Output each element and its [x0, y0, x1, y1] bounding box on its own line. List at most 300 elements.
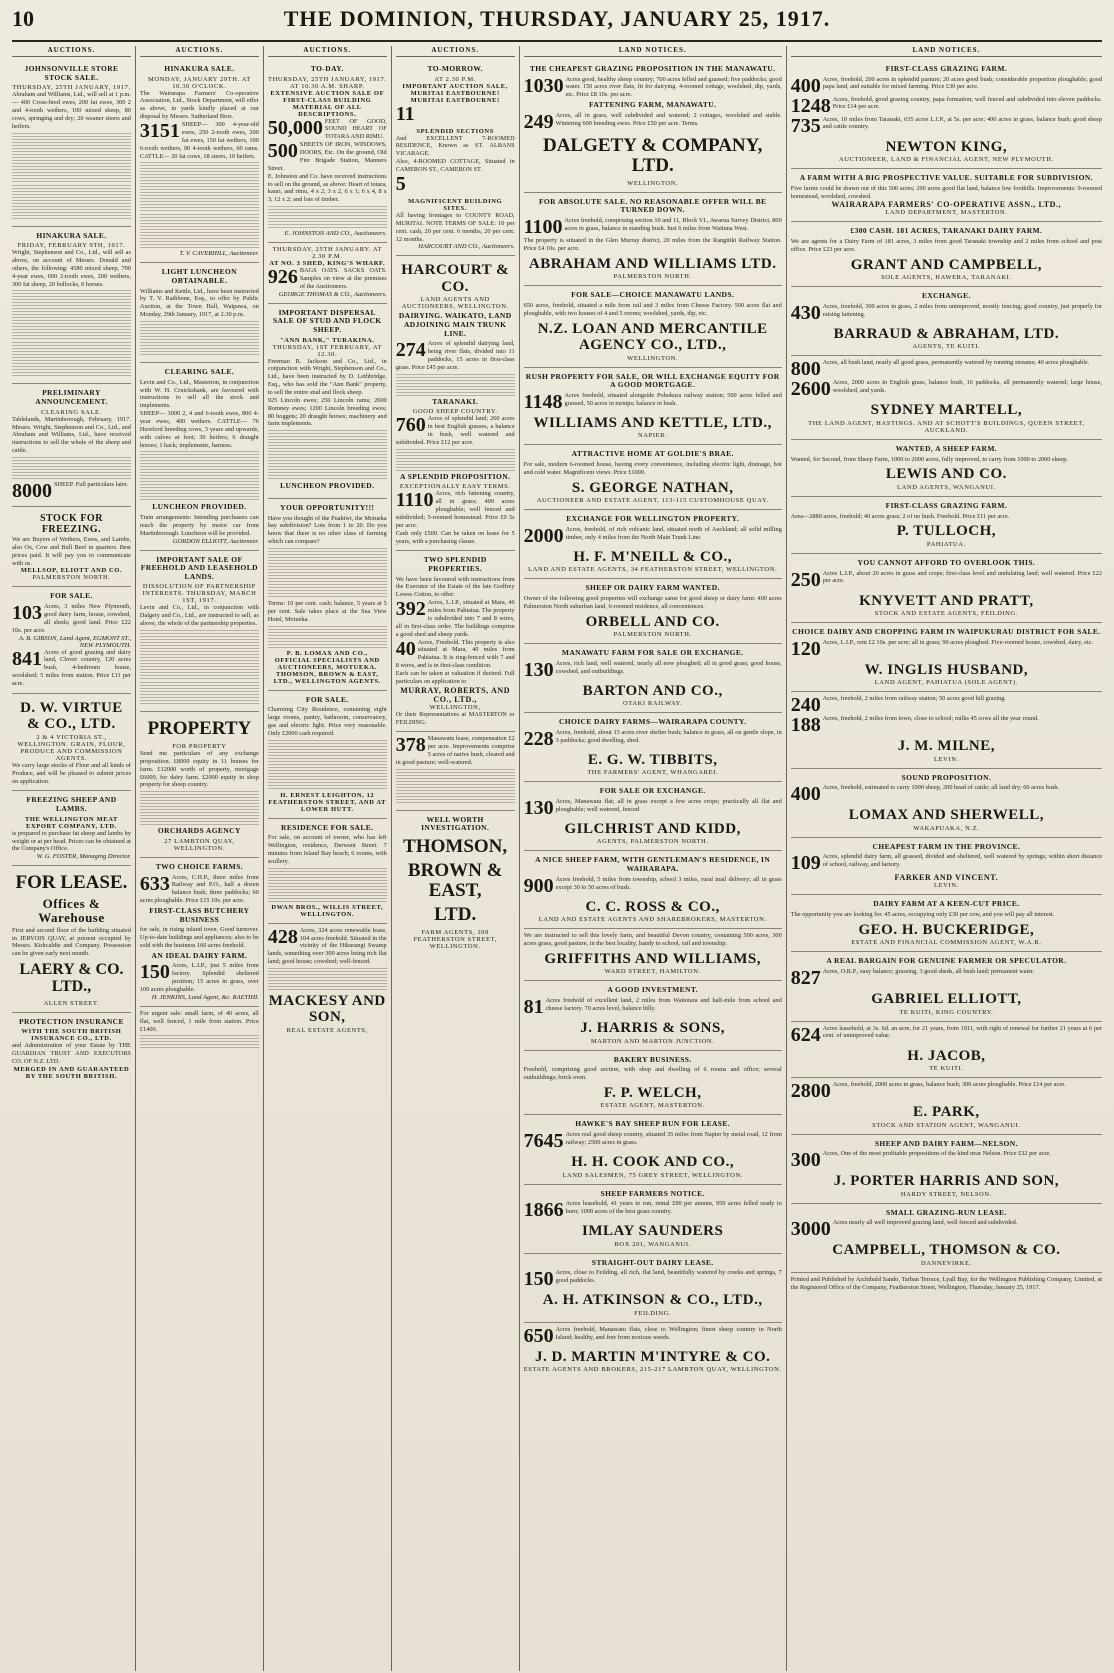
ad-body: Acres, close to Feilding, all rich, flat land, beautifully watered by creeks and springs, 7 good paddocks.: [555, 1269, 782, 1285]
ad-grazing-farm: [791, 497, 1102, 554]
ad-body: Owner of the following good properties will exchange same for good sheep or dairy farm: 400 acres Palmerston North suburban land, 6-roomed residence, all conveniences.: [523, 594, 782, 610]
ad-body: Acres, One of the most profitable propositions of the kind near Nelson. Price £32 per acre.: [822, 1150, 1051, 1158]
column-6: [787, 46, 1106, 1671]
ad-firm-headline: E. PARK,: [913, 1104, 980, 1121]
ad-firm-headline: ORBELL AND CO.: [585, 613, 720, 630]
ad-title: A FARM WITH A BIG PROSPECTIVE VALUE. SUITABLE FOR SUBDIVISION.: [799, 173, 1093, 183]
ad-residence-for-sale: [268, 819, 387, 924]
ad-title: SHEEP AND DAIRY FARM—NELSON.: [874, 1138, 1018, 1148]
ad-body: Abraham and Williams, Ltd., will sell at 1 p.m.— 400 Cross-bred ewes, 200 fat ewes, 300 2 and 4-tooth wethers, 100 mixed sheep, 80 cows, springing and dry; 20 weaner steers and heifers.: [12, 91, 131, 130]
ad-town: PALMERSTON NORTH.: [32, 574, 111, 582]
ad-firm-headline: ABRAHAM AND WILLIAMS LTD.: [528, 255, 777, 272]
ad-title: TWO SPLENDID PROPERTIES.: [423, 555, 487, 573]
ad-harcourt: [396, 256, 515, 551]
ad-body: Tablelands, Martinborough, February, 1917. Messrs. Wright, Stephenson and Co., Ltd., and Abraham and Williams, Ltd., have received instructions to sell the whole of the sheep and cattle.: [12, 415, 131, 455]
ad-bakery: [524, 1051, 782, 1116]
ad-dairy-lease: [524, 1254, 782, 1323]
ad-date: THURSDAY, 25TH JANUARY, 1917. AT 10.30 A.M. SHARP.: [268, 75, 387, 90]
ad-subtitle: LAND AND ESTATE AGENTS AND SHAREBROKERS, MASTERTON.: [538, 916, 767, 924]
ad-body: The property is situated in the Glen Murray district, 20 miles from the Rangitiki Railway Station. Price £4 10s. per acre.: [523, 236, 782, 252]
ad-lead-number: 188: [790, 714, 821, 737]
ad-title: A SPLENDID PROPOSITION.: [400, 471, 511, 481]
ad-firm-headline: BARTON AND CO.,: [582, 682, 723, 699]
column-heading: AUCTIONS.: [140, 46, 259, 57]
ad-two-farms: [140, 858, 259, 1007]
ad-lead-number: 2000: [523, 524, 564, 547]
ad-lead-number: 1248: [790, 94, 831, 117]
ad-title: LUNCHEON PROVIDED.: [152, 502, 247, 512]
ad-lead-number: 1148: [523, 390, 563, 413]
ad-grazing-run: [791, 1204, 1102, 1273]
column-3: [264, 46, 392, 1671]
ad-subtitle: LAND AGENTS AND AUCTIONEERS, WELLINGTON.: [401, 296, 509, 311]
text-block: [140, 321, 259, 355]
ad-body: We are instructed to sell this lovely farm, and beautiful Devon country, containing 500 acres, 300 acres grass, good pasture, in the best locality, handy to school, rail and township.: [523, 932, 782, 948]
ad-town: WAKAPUAKA, N.Z.: [913, 824, 980, 832]
ad-subtitle: MARTON AND MARTON JUNCTION.: [590, 1037, 715, 1045]
ad-protection: [12, 1013, 131, 1085]
ad-body: Five farms could be drawn out of this 500 acres; 200 acres good flat land, balance low foothills. Improvements: 9-roomed homestead, woolshed, cowshed.: [790, 184, 1103, 200]
ad-town: FEILDING.: [634, 1309, 672, 1317]
ad-dispersal-sale: [268, 304, 387, 499]
ad-body: Acres freehold, Manawatu flats, close to Wellington; finest sheep country in North Island; healthy, and free from noxious weeds.: [555, 1325, 782, 1341]
ad-title: TO-DAY.: [310, 64, 344, 73]
ad-lead-number: 130: [523, 796, 554, 819]
ad-luncheon: [140, 263, 259, 363]
ad-title: YOUR OPPORTUNITY!!!: [280, 502, 375, 512]
ad-subtitle: AGENTS, TE KUITI.: [912, 343, 981, 351]
ad-title: SHEEP FARMERS NOTICE.: [600, 1188, 705, 1198]
ad-waipukurau: [791, 623, 1102, 692]
ad-subtitle: AT NO. 3 SHED, KING'S WHARF.: [269, 260, 386, 268]
ad-cheapest-grazing: [524, 60, 782, 193]
ad-hinakura: [12, 227, 131, 385]
ad-title: LUNCHEON PROVIDED.: [280, 481, 375, 491]
ad-title: PRELIMINARY ANNOUNCEMENT.: [35, 388, 108, 407]
ad-title: FOR SALE.: [305, 694, 349, 704]
ad-choice-manawatu: [524, 286, 782, 367]
ad-body: Levin and Co., Ltd., Masterton, in conjunction with W. H. Cruickshank, are favoured with instructions to sell all the stock and implements.: [139, 378, 259, 410]
ad-list: SHEEP— 3000 2, 4 and 6-tooth ewes, 800 4-year ewes, 400 wethers. CATTLE— 76 Hereford breeding cows, 3 years and upwards, with calves at foot; 30 heifers; 6 draught horses; 1 hack; implements, harness.: [139, 410, 259, 449]
ad-body: SHEETS OF IRON, WINDOWS, DOORS, Etc. On the ground, Old Fire Brigade Station, Manners Street.: [267, 141, 387, 172]
ad-title: WELL WORTH INVESTIGATION.: [421, 814, 490, 833]
ad-title: A GOOD INVESTMENT.: [607, 985, 698, 995]
ad-subtitle: STOCK AND STATION AGENT, WANGANUI.: [872, 1121, 1021, 1129]
ad-subtitle: DISSOLUTION OF PARTNERSHIP INTERESTS. THURSDAY, MARCH 1ST, 1917.: [142, 583, 257, 605]
ad-keen-cut: [791, 895, 1102, 952]
ad-lead-number: 249: [523, 110, 554, 133]
ad-sheep-farmers: [524, 1185, 782, 1254]
ad-town: LEVIN.: [934, 882, 959, 890]
ad-firm-headline: H. F. M'NEILL & CO.,: [573, 548, 732, 565]
ad-title: THE CHEAPEST GRAZING PROPOSITION IN THE MANAWATU.: [529, 64, 776, 73]
ad-lead-number: 633: [139, 872, 170, 895]
ad-title: FIRST-CLASS GRAZING FARM.: [885, 64, 1008, 73]
ad-body: Acres freehold, comprising section 10 and 11, Block VI., Awarua Survey District, 800 acres in grass, balance in standing bush. Just 6 miles from Waituna West.: [564, 216, 782, 232]
ad-town: NAPIER.: [638, 432, 668, 440]
ad-town: BOX 201, WANGANUI.: [614, 1240, 691, 1248]
ad-firm-headline: H. JACOB,: [907, 1047, 986, 1064]
ad-body: Acres leasehold, 41 years to run, rental £90 per annum, 950 acres felled ready to burn; 1000 acres of the best grass country.: [565, 1200, 782, 1215]
ad-body: WITH THE SOUTH BRITISH INSURANCE CO., LTD.: [21, 1028, 122, 1043]
ad-lead-number: 11: [395, 102, 415, 125]
ad-body: We carry large stocks of Flour and all kinds of Produce, and will be pleased to submit prices on application.: [12, 761, 131, 785]
ad-subtitle: IMPORTANT AUCTION SALE, MURITAI EASTBOURNE! MURITAI EASTBOURNE!: [402, 82, 508, 104]
ad-for-lease: [12, 866, 131, 1013]
ad-body: Acres good, healthy sheep country; 700 acres felled and grassed; five paddocks; good water. 150 acres river flats, fit for dairying. 4-roomed cottage, woolshed, dip, yards, etc. Price £8 10s. per acre.: [565, 75, 782, 99]
ad-town: PAHIATUA.: [926, 540, 966, 548]
ad-subtitle: SPLENDID SECTIONS: [416, 127, 494, 135]
ad-title: HINAKURA SALE.: [164, 64, 235, 73]
ad-firm-headline: THOMSON,: [403, 836, 508, 858]
ad-firm-headline: J. PORTER HARRIS AND SON,: [833, 1173, 1060, 1190]
ad-bush-property: [524, 368, 782, 446]
ad-virtue: [12, 694, 131, 792]
ad-street: ALLEN STREET.: [43, 999, 100, 1007]
ad-lead-number: 150: [139, 961, 170, 984]
ad-title: CLEARING SALE.: [164, 367, 235, 377]
ad-body: Acres freehold, 5 miles from township, school 3 miles, rural mail delivery; all in grass except 30 to 50 acres of bush.: [555, 875, 782, 891]
ad-title: FIRST-CLASS BUTCHERY BUSINESS: [149, 905, 250, 924]
ad-stock-freezing: [12, 507, 131, 587]
ad-body: First and second floor of the building situated in JERVOIS QUAY, at present occupied by Messrs. Kirkcaldie and Company. Possession can be given early next month.: [12, 926, 131, 958]
ad-firm-headline: GEO. H. BUCKERIDGE,: [858, 921, 1035, 938]
ad-muritai: [396, 60, 515, 256]
ad-title: TARANAKI.: [432, 396, 479, 406]
ad-title: FOR SALE—CHOICE MANAWATU LANDS.: [571, 290, 735, 300]
ad-lead-number: 120: [790, 637, 821, 660]
ad-lead-number: 827: [790, 967, 821, 990]
ad-firm: MELLSOP, ELIOTT AND CO.: [20, 567, 123, 575]
column-2: [136, 46, 264, 1671]
ad-firm-headline: LTD.: [434, 903, 477, 925]
ad-firm-headline: LOMAX AND SHERWELL,: [848, 807, 1044, 824]
ad-body: is prepared to purchase fat sheep and lambs by weight or at per head. Prices can be obtained at the Company's Office.: [12, 829, 131, 853]
ad-sound-proposition: [791, 769, 1102, 838]
ad-good-investment: [524, 981, 782, 1050]
ad-body: Acres, freehold, 200 acres in splendid pasture; 20 acres good bush; considerable proportion ploughable; good papa land, and suitable for mixed farming. Price £30 per acre.: [822, 75, 1103, 91]
ad-first-class-grazing: [791, 60, 1102, 169]
ad-signature: H. ERNEST LEIGHTON, 12 FEATHERSTON STREET, AND AT LOWER HUTT.: [268, 791, 387, 813]
ad-town: PALMERSTON NORTH.: [613, 273, 692, 281]
ad-lead-number: 378: [395, 734, 426, 757]
ad-address: 2 & 4 VICTORIA ST., WELLINGTON. GRAIN, FLOUR, PRODUCE AND COMMISSION AGENTS.: [17, 733, 126, 762]
ad-lead-number: 428: [267, 925, 298, 948]
ad-firm-headline: GRIFFITHS AND WILLIAMS,: [544, 950, 762, 967]
ad-lead-number: 274: [395, 339, 426, 362]
column-4: [392, 46, 520, 1671]
ad-body: Acres, freehold, 2 miles from railway station; 50 acres good hill grazing.: [822, 695, 1006, 703]
ad-title: FIRST-CLASS GRAZING FARM.: [885, 500, 1008, 510]
text-block: [140, 451, 259, 501]
text-block: [140, 214, 259, 248]
masthead: [12, 6, 1102, 42]
text-block: [268, 548, 387, 598]
ad-firm-headline: KNYVETT AND PRATT,: [859, 592, 1034, 609]
text-block: [12, 457, 131, 479]
ad-title: EXCHANGE.: [921, 291, 971, 301]
ad-body: For sale, modern 6-roomed house, having every convenience, including electric light, drainage, hot and cold water. Magnificent views. Price £1000.: [523, 460, 782, 476]
ad-subtitle: CLEARING SALE.: [41, 408, 102, 416]
ad-subtitle: ESTATE AND FINANCIAL COMMISSION AGENT, W.A.R.: [851, 939, 1042, 947]
ad-exchange-wellington: [524, 510, 782, 579]
ad-body: Acres freehold, situated alongside Pohokura railway station; 500 acres felled and grassed, 50 acres in turnips; balance in bush.: [564, 391, 782, 407]
ad-for-sale: [12, 587, 131, 693]
ad-title: A REAL BARGAIN FOR GENUINE FARMER OR SPECULATOR.: [826, 956, 1067, 966]
ad-nelson: [791, 1135, 1102, 1204]
ad-important-sale: [140, 551, 259, 712]
ad-thomson-brown: [396, 811, 515, 955]
ad-title: SMALL GRAZING-RUN LEASE.: [886, 1207, 1007, 1217]
ad-firm-headline: N.Z. LOAN AND MERCANTILE AGENCY CO., LTD.,: [537, 320, 768, 354]
ad-oats: [268, 243, 387, 304]
ad-bush-land: [791, 356, 1102, 440]
ad-body: Acres, freehold, 2000 acres in grass, balance bush; 300 acres ploughable. Price £14 per acre.: [832, 1081, 1066, 1089]
ad-firm-headline: WILLIAMS AND KETTLE, LTD.,: [533, 414, 772, 431]
ad-firm-headline: CAMPBELL, THOMSON & CO.: [832, 1242, 1061, 1259]
ad-list: 925 Lincoln ewes; 250 Lincoln rams; 2600 Romney ewes; 1200 Lincoln breeding ewes; 80 hoggets; 20 draught horses; machinery and farm implements.: [267, 396, 387, 428]
ad-lead-number: 1110: [395, 489, 434, 512]
ad-firm-headline: BROWN & EAST,: [407, 860, 503, 901]
ad-firm: MURRAY, ROBERTS, AND CO., LTD.,: [400, 685, 511, 704]
ad-title: ORCHARDS AGENCY: [157, 826, 241, 836]
ad-title: SOUND PROPOSITION.: [901, 772, 992, 782]
ad-body: Acres, all in grass, well subdivided and watered; 2 cottages, woolshed and stable. Wintering 600 breeding ewes. Price £50 per acre. Terms.: [555, 111, 782, 127]
columns: [8, 46, 1106, 1671]
ad-firm-headline: DALGETY & COMPANY, LTD.: [542, 134, 763, 176]
ad-title: ATTRACTIVE HOME AT GOLDIE'S BRAE.: [571, 449, 734, 459]
ad-lead-number: 400: [790, 74, 821, 97]
ad-body: We have been favoured with instructions from the Executor of the Estate of the late Godfrey Lowes Cotton, to offer:: [395, 575, 515, 599]
ad-body: Acres of splendid land; 260 acres in best English grasses, a balance in bush, well watered and subdivided. Price £12 per acre.: [395, 415, 515, 446]
ad-firm: DWAN BROS., WILLIS STREET, WELLINGTON.: [271, 903, 384, 918]
ad-body: For sale, on account of owner, who has left Wellington, residence, Derwent Street. 7 minutes from Island Bay beach; 6 rooms, with scullery.: [267, 834, 387, 865]
column-heading: AUCTIONS.: [12, 46, 131, 57]
ad-lead-number: 130: [523, 658, 554, 681]
ad-body: Acres L.I.P., about 20 acres in grass and crops; first-class level and undulating land; well watered. Price £22 per acre.: [822, 569, 1103, 585]
ad-firm-headline: S. GEORGE NATHAN,: [571, 479, 734, 496]
text-block: [140, 1035, 259, 1049]
ad-body: 650 acres, freehold, situated a mile from rail and 3 miles from Cheese Factory. 500 acres flat and ploughable, with two houses of 4 and 5 rooms; woolshed, yards, dip, etc.: [523, 301, 782, 317]
ad-levin-farms: [791, 692, 1102, 769]
ad-body: Freehold, comprising good section, with shop and dwelling of 6 rooms and office; several outbuildings; brick oven.: [523, 1066, 782, 1082]
ad-subtitle: SOLE AGENTS, HAWERA, TARANAKI.: [881, 274, 1012, 282]
ad-hawkes-bay: [524, 1115, 782, 1184]
ad-headline: STOCK FOR FREEZING.: [39, 513, 103, 536]
ad-body: Also, 4-ROOMED COTTAGE, Situated in CAMERON ST., CAMERON ST.: [395, 158, 515, 174]
ad-firm-headline: BARRAUD & ABRAHAM, LTD.: [833, 325, 1060, 342]
ad-body: Each can be taken at valuation if desired. Full particulars on application to: [395, 669, 515, 685]
ad-body: FEET OF GOOD, SOUND HEART OF TOTARA AND RIMU.: [324, 117, 387, 141]
ad-body: Acres, freehold, of rich volcanic land, situated north of Auckland; all solid milling timber, only 4 miles from the North Main Trunk Line.: [565, 525, 782, 541]
ad-body: Acres freehold of excellent land, 2 miles from Waitotara and half-mile from school and cheese factory. 70 acres level, balance hilly.: [545, 997, 782, 1012]
ad-date: THURSDAY, 1ST FEBRUARY, AT 12.30.: [272, 343, 382, 358]
ad-firm-headline: P. TULLOCH,: [896, 523, 997, 540]
text-block: [396, 769, 515, 803]
ad-body: for sale, in rising inland town. Good turnover. Up-to-date buildings and appliances; also to be sold with the business 160 acres freehold.: [139, 926, 259, 949]
ad-property: [140, 712, 259, 858]
ad-body: Acres, splendid dairy farm, all grassed, divided and sheltered, well watered by springs; within short distance of school, railway, and factory.: [822, 853, 1103, 869]
ad-body: Or their Representatives at MASTERTON or FEILDING.: [395, 710, 515, 726]
imprint: [791, 1273, 1102, 1297]
ad-preliminary: [12, 384, 131, 507]
ad-lead-number: 81: [523, 996, 544, 1019]
column-heading: AUCTIONS.: [396, 46, 515, 57]
ad-freehold-2800: [791, 1078, 1102, 1135]
ad-firm: WAIRARAPA FARMERS' CO-OPERATIVE ASSN., LTD.,: [831, 200, 1062, 210]
ad-lead-number: 50,000: [267, 116, 323, 139]
ad-lead-number: 1100: [523, 215, 563, 238]
ad-title: TWO CHOICE FARMS.: [155, 861, 243, 871]
ad-title: DAIRY FARM AT A KEEN-CUT PRICE.: [873, 899, 1020, 909]
ad-headline: PROPERTY: [147, 718, 252, 740]
ad-body: Acres real good sheep country, situated 35 miles from Napier by metal road, 12 from railway; 2500 acres in grass.: [565, 1131, 782, 1146]
ad-opportunity: [268, 499, 387, 691]
ad-title: HINAKURA SALE.: [36, 230, 107, 240]
ad-title: FOR ABSOLUTE SALE. NO REASONABLE OFFER WILL BE TURNED DOWN.: [538, 196, 767, 215]
ad-town: WARD STREET, HAMILTON.: [604, 968, 701, 976]
ad-hikurangi: [268, 924, 387, 1039]
ad-firm-headline: LEWIS AND CO.: [885, 466, 1007, 483]
ad-title: MANAWATU FARM FOR SALE OR EXCHANGE.: [561, 648, 744, 658]
ad-choice-dairy: [524, 713, 782, 782]
ad-subtitle: LAND SALESMEN, 75 GREY STREET, WELLINGTON.: [562, 1171, 743, 1179]
ad-body: Acres, L.I.P., just 5 miles from factory. Splendid sheltered position; 15 acres in grass, over 100 acres ploughable.: [139, 962, 259, 994]
ad-firm-headline: GABRIEL ELLIOTT,: [871, 991, 1022, 1008]
ad-body: BAGS OATS. SACKS OATS. Samples on view at the premises of the Auctioneers.: [299, 267, 387, 290]
ad-body: Freeman R. Jackson and Co., Ltd., in conjunction with Wright, Stephenson and Co., Ltd., have been instructed by D. Lethbridge, Esq., who has sold the "Ann Bank" property, to sell the entire stud and flock sheep.: [267, 357, 387, 396]
ad-body: Acres, 2000 acres in English grass, balance bush, 16 paddocks, all permanently watered; large house, woolshed, and yards.: [832, 379, 1103, 395]
ad-body: We are Buyers of Wethers, Ewes, and Lambs, also Ox, Cow and Bull Beef in quarters. Best prices paid. It will pay you to communicate with us.: [12, 536, 131, 567]
ad-body: Wanted, for Second, from Sheep Farm, 1000 to 2000 acres, fully improved, to carry from 1000 to 2000 sheep.: [790, 455, 1068, 463]
ad-date: AT 2.30 P.M.: [434, 75, 476, 83]
ad-body: The opportunity you are looking for. 45 acres, occupying only £30 per cow, and you will pay all interest.: [790, 911, 1055, 919]
ad-subtitle: THE FARMERS' AGENT, WHANGAREI.: [587, 769, 719, 777]
ad-prospective-value: [791, 169, 1102, 222]
ad-subtitle: HARDY STREET, NELSON.: [900, 1190, 992, 1198]
ad-signature: HARCOURT AND CO., Auctioneers.: [418, 243, 515, 251]
ad-title: AN IDEAL DAIRY FARM.: [151, 950, 248, 960]
ad-signature: GORDON ELLIOTT, Auctioneer.: [172, 537, 259, 545]
ad-goldies-brae: [524, 445, 782, 510]
imprint-text: Printed and Published by Archibald Sando, Tarban Terrace, Lyall Bay, for the Wellington Publishing Company, Limited, at the Registered Office of the Company, Featherston Street, Wellington, Thursday, January 25, 1917.: [790, 1275, 1103, 1291]
ad-devon-country: [524, 929, 782, 981]
ad-firm-headline: C. C. ROSS & CO.,: [585, 898, 720, 915]
ad-firm: FARKER AND VINCENT.: [894, 873, 999, 883]
ad-hinakura-monday: [140, 60, 259, 263]
ad-title: FATTENING FARM, MANAWATU.: [589, 100, 717, 110]
ad-taranaki-dairy: [791, 222, 1102, 287]
ad-lead-number: 228: [523, 727, 554, 750]
ad-subtitle: THE LAND AGENT, HASTINGS. AND AT SCHOTT'S BUILDINGS, QUEEN STREET, AUCKLAND.: [808, 419, 1085, 434]
ad-body: Acres, 324 acres renewable lease, 104 acres freehold. Situated in the vicinity of the Hikurangi Swamp lands, something over 300 acres being rich flat land; good house; cowshed; well-fenced.: [267, 926, 387, 966]
ad-lead-number: 1030: [523, 74, 564, 97]
ad-signature: E. JOHNSTON AND CO., Auctioneers.: [284, 230, 387, 238]
ad-subheadline: Offices & Warehouse: [38, 896, 105, 926]
ad-lead-number: 392: [395, 598, 426, 621]
ad-signature: GEORGE THOMAS & CO., Auctioneers.: [278, 290, 387, 298]
ad-title: DAIRYING. WAIKATO, LAND ADJOINING MAIN TRUNK LINE.: [398, 311, 512, 338]
ad-body: Send me particulars of any exchange proposition. £8000 equity in 11 houses for farm. £12000 worth of property, mortgage £6000, for dairy farm. £2000 equity in shop property for sheep country.: [139, 750, 259, 789]
ad-subheadline: FOR PROPERTY: [172, 743, 227, 750]
column-heading: LAND NOTICES.: [791, 46, 1102, 57]
ad-title: CHOICE DAIRY AND CROPPING FARM IN WAIPUKURAU DISTRICT FOR SALE.: [792, 627, 1101, 637]
ad-title: SHEEP OR DAIRY FARM WANTED.: [585, 583, 720, 593]
ad-body: Charming City Residence, containing eight large rooms, pantry, bathroom, conservatory, gas and electric light. Price very reasonable. Only £2000 cash required.: [267, 706, 387, 737]
ad-lead-number: 735: [790, 114, 821, 137]
ad-cannot-overlook: [791, 554, 1102, 623]
ad-body: Acres leasehold, at 3s. 6d. an acre, for 21 years, from 1911, with right of renewal for further 21 years at 6 per cent. of unimproved value.: [822, 1024, 1103, 1040]
ad-body: Acres of good grazing and dairy land, Clover country, 120 acres bush, 4-bedroom house, woolshed; 5 miles from station. Price £11 per acre.: [12, 648, 131, 687]
ad-body: Acres, all bush land, nearly all good grass, permanently watered by running streams; 40 acres ploughable.: [822, 359, 1090, 367]
text-block: [140, 162, 259, 212]
text-block: [268, 626, 387, 648]
text-block: [12, 290, 131, 340]
ad-title: FOR SALE OR EXCHANGE.: [599, 786, 706, 796]
ad-absolute-sale: [524, 193, 782, 286]
ad-lead-number: 109: [790, 852, 821, 875]
ad-subtitle: LAND AGENTS, WANGANUI.: [897, 483, 996, 491]
ad-signature: P. B. LOMAX AND CO., OFFICIAL SPECIALISTS AND AUCTIONEERS, MOTUEKA. THOMSON, BROWN & EAST, LTD., WELLINGTON AGENTS.: [273, 649, 381, 685]
ad-firm-headline: MACKESY AND SON,: [268, 992, 386, 1026]
ad-lead-number: 400: [790, 783, 821, 806]
ad-title: EXCHANGE FOR WELLINGTON PROPERTY.: [566, 514, 740, 524]
ad-title: BAKERY BUSINESS.: [613, 1054, 692, 1064]
ad-body: Acres of splendid dairying land, being river flats, divided into 11 paddocks, 15 acres in first-class grass. Price £45 per acre.: [395, 340, 515, 371]
text-block: [268, 968, 387, 990]
ad-body: All having frontages to COUNTY ROAD, MURITAI. NOTE TERMS OF SALE: 10 per cent. cash, 20 per cent. 6 months, 20 per cent. 12 months.: [395, 211, 515, 243]
ad-firm: THE WELLINGTON MEAT EXPORT COMPANY, LTD.: [24, 815, 118, 830]
ad-sale-exchange: [524, 782, 782, 851]
ad-subtitle: LAND AGENT, PAHIATUA (SOLE AGENT).: [874, 679, 1018, 687]
ad-firm-headline: E. G. W. TIBBITS,: [587, 751, 718, 768]
ad-subtitle: AUCTIONEER AND ESTATE AGENT, 113-115 CUSTOMHOUSE QUAY.: [536, 497, 769, 505]
ad-title: A NICE SHEEP FARM, WITH GENTLEMAN'S RESIDENCE, IN WAIRARAPA.: [535, 855, 771, 874]
ad-subtitle: LAND DEPARTMENT, MASTERTON.: [885, 209, 1008, 217]
ad-body: Train arrangements: Intending purchasers can reach the property by motor car from Martinborough. Luncheon will be provided.: [139, 514, 259, 537]
ad-body: E. Johnston and Co. have received instructions to sell on the ground, as above: Heart of totara, kauri, and rimu, 4 x 2, 3 x 2, 6 x 1; 6 x 4, 8 x 3, 12 x 2; and lots of timber.: [267, 172, 387, 204]
ad-signature: MERGED IN AND GUARANTEED BY THE SOUTH BRITISH.: [13, 1065, 130, 1080]
ad-lead-number: 650: [523, 1324, 554, 1347]
column-heading: LAND NOTICES.: [524, 46, 782, 57]
ad-body: Acres, freehold, good grazing country, papa formation; well fenced and subdivided into eleven paddocks. Price £14 per acre.: [832, 95, 1103, 111]
ad-date: THURSDAY, 25TH JANUARY. AT 2.30 P.M.: [272, 246, 383, 261]
ad-real-bargain: [791, 952, 1102, 1021]
ad-title: HAWKE'S BAY SHEEP RUN FOR LEASE.: [575, 1119, 731, 1129]
ad-subtitle: FARM AGENTS, 109 FEATHERSTON STREET, WELLINGTON.: [413, 928, 497, 950]
ad-meat-export: [12, 791, 131, 866]
ad-city-residence: [268, 691, 387, 819]
ad-town: PALMERSTON NORTH.: [613, 631, 692, 639]
ad-lead-number: 800: [790, 358, 821, 381]
ad-lead-number: 1866: [523, 1199, 564, 1222]
ad-date: THURSDAY, 25TH JANUARY, 1917.: [12, 84, 131, 92]
ad-headline: FOR LEASE.: [15, 872, 128, 894]
ad-firm-headline: H. H. COOK AND CO.,: [571, 1154, 735, 1171]
text-block: [12, 342, 131, 376]
ad-firm-headline: LAERY & CO. LTD.,: [19, 961, 124, 995]
ad-subtitle: AGENTS, PALMERSTON NORTH.: [596, 838, 709, 846]
ad-title: STRAIGHT-OUT DAIRY LEASE.: [591, 1257, 714, 1267]
ad-body: SHEEP. Full particulars later.: [54, 481, 128, 489]
ad-subtitle: TE KUITI, KING COUNTRY.: [899, 1008, 994, 1016]
ad-title: CHEAPEST FARM IN THE PROVINCE.: [872, 841, 1021, 851]
ad-title: IMPORTANT SALE OF FREEHOLD AND LEASEHOLD LANDS.: [140, 554, 258, 581]
ad-subtitle: ESTATE AGENTS AND BROKERS, 215-217 LAMBTON QUAY, WELLINGTON.: [523, 1366, 782, 1374]
ad-body: Levin and Co., Ltd., in conjunction with Dalgety and Co., Ltd., are instructed to sell, as above, the whole of the partnership properties.: [139, 604, 259, 628]
ad-manawatu-exchange: [524, 644, 782, 713]
ad-body: Acres, freehold, estimated to carry 1000 sheep, 200 head of cattle; all land dry; 60 acres bush.: [822, 784, 1060, 792]
